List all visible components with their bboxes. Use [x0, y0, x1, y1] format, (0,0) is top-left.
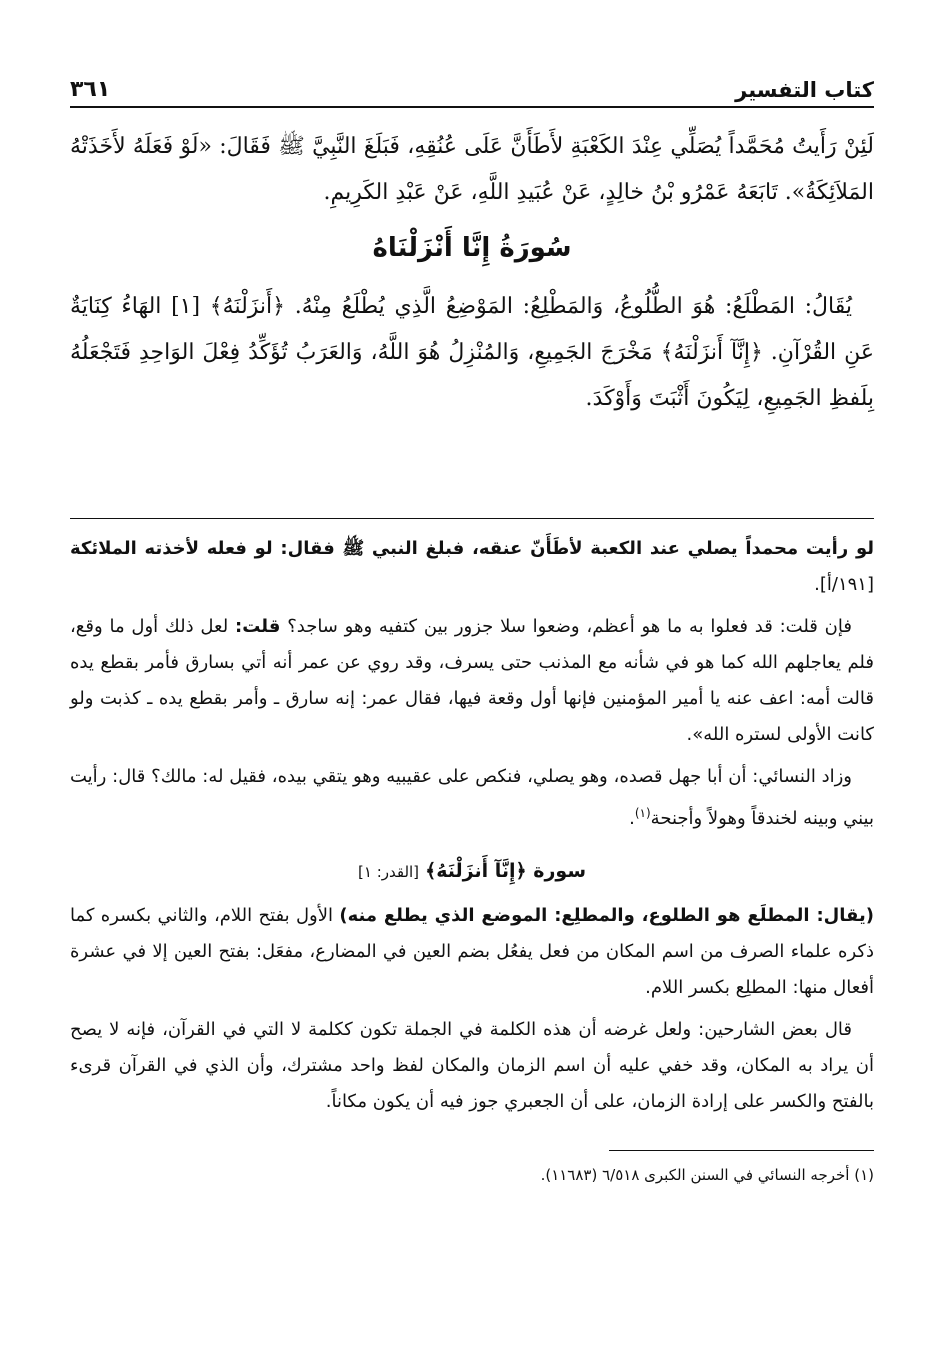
sharh-section [70, 531, 874, 1120]
sharh-paragraph: وزاد النسائي: أن أبا جهل قصده، وهو يصلي، فنكص على عقيبيه وهو يتقي بيده، فقيل له: مالك؟ قال: رأيت بيني وبينه لخندقاً وهولاً وأجنحة$^{(١)}$. [70, 766, 874, 829]
matn-paragraph: لَئِنْ رَأَيتُ مُحَمَّداً يُصَلِّي عِنْدَ الكَعْبَةِ لأَطَأَنَّ عَلَى عُنُقِهِ، فَبَلَغَ النَّبِيَّ ﷺ فَقَالَ: «لَوْ فَعَلَهُ لأَخَذَتْهُ المَلاَئِكَةُ». تَابَعَهُ عَمْرُو بْنُ خالِدٍ، عَنْ عُبَيدِ اللَّهِ، عَنْ عَبْدِ الكَرِيمِ. [70, 134, 874, 205]
sharh-text: وزاد النسائي: أن أبا جهل قصده، وهو يصلي، فنكص على عقيبيه وهو يتقي بيده، فقيل له: مالك؟ قال: رأيت بيني وبينه لخندقاً وهولاً وأجنحة [70, 766, 874, 829]
sharh-paragraph [70, 531, 874, 603]
manuscript-ref: [١٩١/أ]. [814, 574, 874, 595]
sharh-text: فإن قلت: قد فعلوا به ما هو أعظم، وضعوا سلا جزور بين كتفيه وهو ساجد؟ [287, 616, 852, 637]
page-header [70, 62, 874, 108]
sharh-text: الأول بفتح اللام، والثاني بكسره كما ذكره علماء الصرف من اسم المكان من فعل يفعُل بضم العين في المضارع، مفعَل: بفتح العين إلا في عشرة أفعال منها: المطلِع بكسر اللام. [70, 905, 874, 998]
sharh-text: لعل ذلك أول ما وقع، فلم يعاجلهم الله كما هو في شأنه مع المذنب حتى يسرف، وقد روي عن عمر أنه أتي بسارق فأمر بقطع يده قالت أمه: اعف عنه يا أمير المؤمنين فإنها أول وقعة فيها، فقال عمر: إنه سارق ـ وأمر بقطع يده ـ كذبت ولو كانت الأولى لستره الله». [70, 616, 874, 745]
book-title: كتاب التفسير [735, 78, 874, 102]
sharh-paragraph [70, 898, 874, 1006]
footnote-marker: (١) [634, 806, 651, 820]
footnote-divider [609, 1150, 874, 1151]
surah-heading: سُورَةُ إِنَّا أَنْزَلْنَاهُ [372, 233, 572, 263]
footnote: (١) أخرجه النسائي في السنن الكبرى ٦/٥١٨ (١١٦٨٣). [540, 1166, 874, 1184]
sharh-paragraph [70, 609, 874, 753]
section-divider [70, 518, 874, 519]
page-number: ٣٦١ [70, 77, 111, 102]
surah-reference: [القدر: ١] [358, 863, 420, 881]
sharh-paragraph: قال بعض الشارحين: ولعل غرضه أن هذه الكلمة في الجملة تكون ككلمة لا التي في القرآن، فإنه لا يصح أن يراد به المكان، وقد خفي عليه أن اسم الزمان والمكان لفظ واحد مشترك، وأن الذي في القرآن قرىء بالفتح والكسر على إرادة الزمان، على أن الجعبري جوز فيه أن يكون مكاناً. [70, 1019, 874, 1112]
qult-marker: قلت: [235, 616, 281, 637]
surah-heading-sharh [70, 853, 874, 890]
quoted-matn: لو رأيت محمداً يصلي عند الكعبة لأطَأَنّ عنقه، فبلغ النبي ﷺ فقال: لو فعله لأخذته الملائكة [70, 538, 874, 559]
matn-paragraph: يُقَالُ: المَطْلَعُ: هُوَ الطُّلُوعُ، وَالمَطْلِعُ: المَوْضِعُ الَّذِي يُطْلَعُ مِنْهُ. ﴿أَنزَلْنَهُ﴾ [١] الهَاءُ كِنَايَةٌ عَنِ القُرْآنِ. ﴿إِنَّآ أَنزَلْنَهُ﴾ مَخْرَجَ الجَمِيعِ، وَالمُنْزِلُ هُوَ اللَّهُ، وَالعَرَبُ تُؤَكِّدُ فِعْلَ الوَاحِدِ فَتَجْعَلُهُ بِلَفظِ الجَمِيعِ، لِيَكُونَ أَثْبَتَ وَأَوْكَدَ. [70, 294, 874, 411]
quoted-matn: (يقال: المطلَع هو الطلوع، والمطلِع: الموضع الذي يطلع منه) [339, 905, 874, 926]
surah-heading-text: سورة ﴿إِنَّآ أَنزَلْنَهُ﴾ [425, 860, 586, 882]
page [70, 62, 874, 1189]
matn-section [70, 124, 874, 422]
